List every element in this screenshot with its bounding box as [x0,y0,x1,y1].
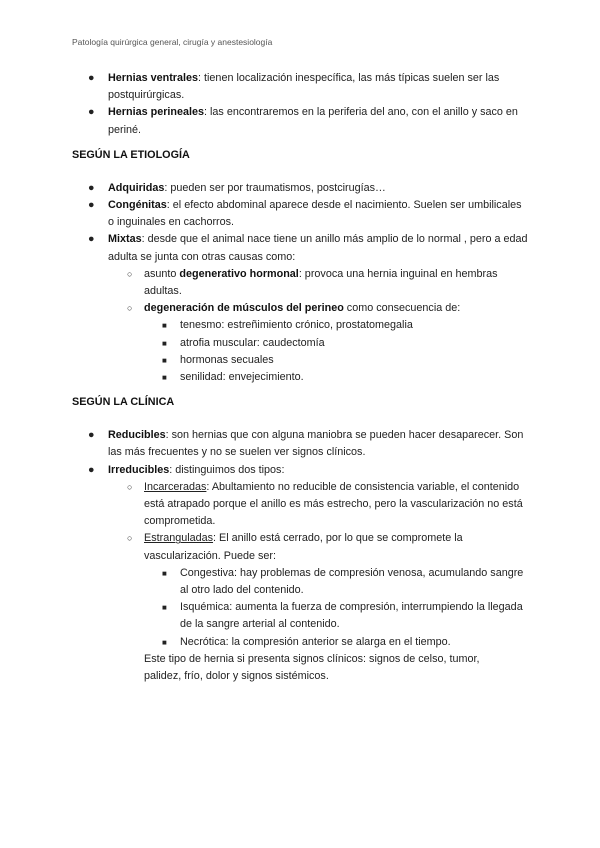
bullet-square-icon: ■ [162,373,167,383]
item-text: : El anillo está cerrado, por lo que se compromete la vascularización. Puede ser: [144,532,463,562]
bullet-circle-icon: ○ [127,303,133,314]
list-item [0,266,600,300]
item-text: Congestiva: hay problemas de compresión venosa, acumulando sangre al otro lado del contenido. [180,566,524,597]
section-etiologia [0,147,600,386]
list-item [0,317,600,334]
item-text: : Abultamiento no reducible de consistencia variable, el contenido está atrapado porque el anillo es más estrecho, pero la vascularización no está comprometida. [144,480,523,528]
list-item [0,180,600,197]
bullet-disc-icon: ● [88,199,95,212]
item-text: : son hernias que con alguna maniobra se pueden hacer desaparecer. Son las más frecuentes y no se suelen ver signos clínicos. [108,429,524,459]
item-text: : provoca una hernia inguinal en hembras adultas. [144,267,498,298]
list-item [0,70,600,104]
mixtas-sublist [0,266,600,318]
term-label: Estranguladas [144,532,214,545]
item-text: : pueden ser por traumatismos, postcirugías… [164,181,386,194]
clinical-note: Este tipo de hernia si presenta signos clínicos: signos de celso, tumor, palidez, frío, dolor y signos sistémicos. [144,652,480,683]
bullet-square-icon: ■ [162,637,167,647]
term-label: Hernias ventrales [108,72,199,84]
bullet-disc-icon: ● [88,181,95,194]
bullet-circle-icon: ○ [127,533,133,544]
term-label: Incarceradas [144,480,207,493]
item-text: Necrótica: la compresión anterior se alarga en el tiempo. [180,635,451,648]
bullet-square-icon: ■ [162,338,167,348]
item-text: tenesmo: estreñimiento crónico, prostatomegalia [180,319,413,332]
item-text: : desde que el animal nace tiene un anillo más amplio de lo normal , pero a edad adulta se junta con otras causas como: [108,233,528,263]
list-item [0,479,600,531]
list-item [0,352,600,369]
term-label: Reducibles [108,429,166,442]
localizacion-list [0,70,600,139]
item-text: : el efecto abdominal aparece desde el nacimiento. Suelen ser umbilicales o inguinales en cachorros. [108,199,522,229]
item-text: hormonas secuales [180,353,274,366]
bullet-square-icon: ■ [162,603,167,613]
item-text: senilidad: envejecimiento. [180,371,304,384]
list-item [0,427,600,461]
bullet-disc-icon: ● [88,106,95,119]
bullet-disc-icon: ● [88,233,95,246]
running-header: Patología quirúrgica general, cirugía y anestesiología [72,37,273,47]
bullet-disc-icon: ● [88,429,95,442]
item-text: : tienen localización inespecífica, las más típicas suelen ser las postquirúrgicas. [108,72,500,102]
list-item [0,462,600,479]
etiologia-list [0,180,600,266]
bullet-square-icon: ■ [162,355,167,365]
term-label: Congénitas [108,199,167,212]
item-prefix: asunto [144,267,180,280]
document-body [0,70,600,685]
item-text: : distinguimos dos tipos: [169,463,285,476]
term-label: degenerativo hormonal [179,267,299,280]
term-label: Hernias perineales [108,106,205,119]
section-heading: SEGÚN LA ETIOLOGÍA [72,148,190,161]
list-item [0,369,600,386]
item-text: Isquémica: aumenta la fuerza de compresión, interrumpiendo la llegada de la sangre arterial al contenido. [180,601,523,631]
bullet-disc-icon: ● [88,72,95,84]
list-item [0,530,600,564]
list-item [0,599,600,633]
section-heading: SEGÚN LA CLÍNICA [72,396,175,409]
bullet-circle-icon: ○ [127,268,133,279]
list-item [0,104,600,138]
list-item [0,300,600,317]
item-text: atrofia muscular: caudectomía [180,336,325,349]
irreducibles-sublist [0,479,600,565]
list-item [0,197,600,231]
term-label: Mixtas [108,233,142,246]
item-text: : las encontraremos en la periferia del ano, con el anillo y saco en periné. [108,106,518,136]
list-item [0,231,600,265]
term-label: Irreducibles [108,463,170,476]
bullet-disc-icon: ● [88,463,95,476]
term-label: degeneración de músculos del perineo [144,302,344,315]
bullet-circle-icon: ○ [127,481,133,492]
item-text: como consecuencia de: [343,302,461,315]
section-clinica [0,394,600,685]
clinica-list [0,427,600,479]
list-item [0,634,600,651]
estranguladas-sublist [0,565,600,651]
list-item [0,565,600,599]
list-item [0,335,600,352]
perineo-sublist [0,317,600,386]
bullet-square-icon: ■ [162,568,167,578]
term-label: Adquiridas [108,181,165,194]
bullet-square-icon: ■ [162,321,167,331]
section-localizacion [0,70,600,139]
